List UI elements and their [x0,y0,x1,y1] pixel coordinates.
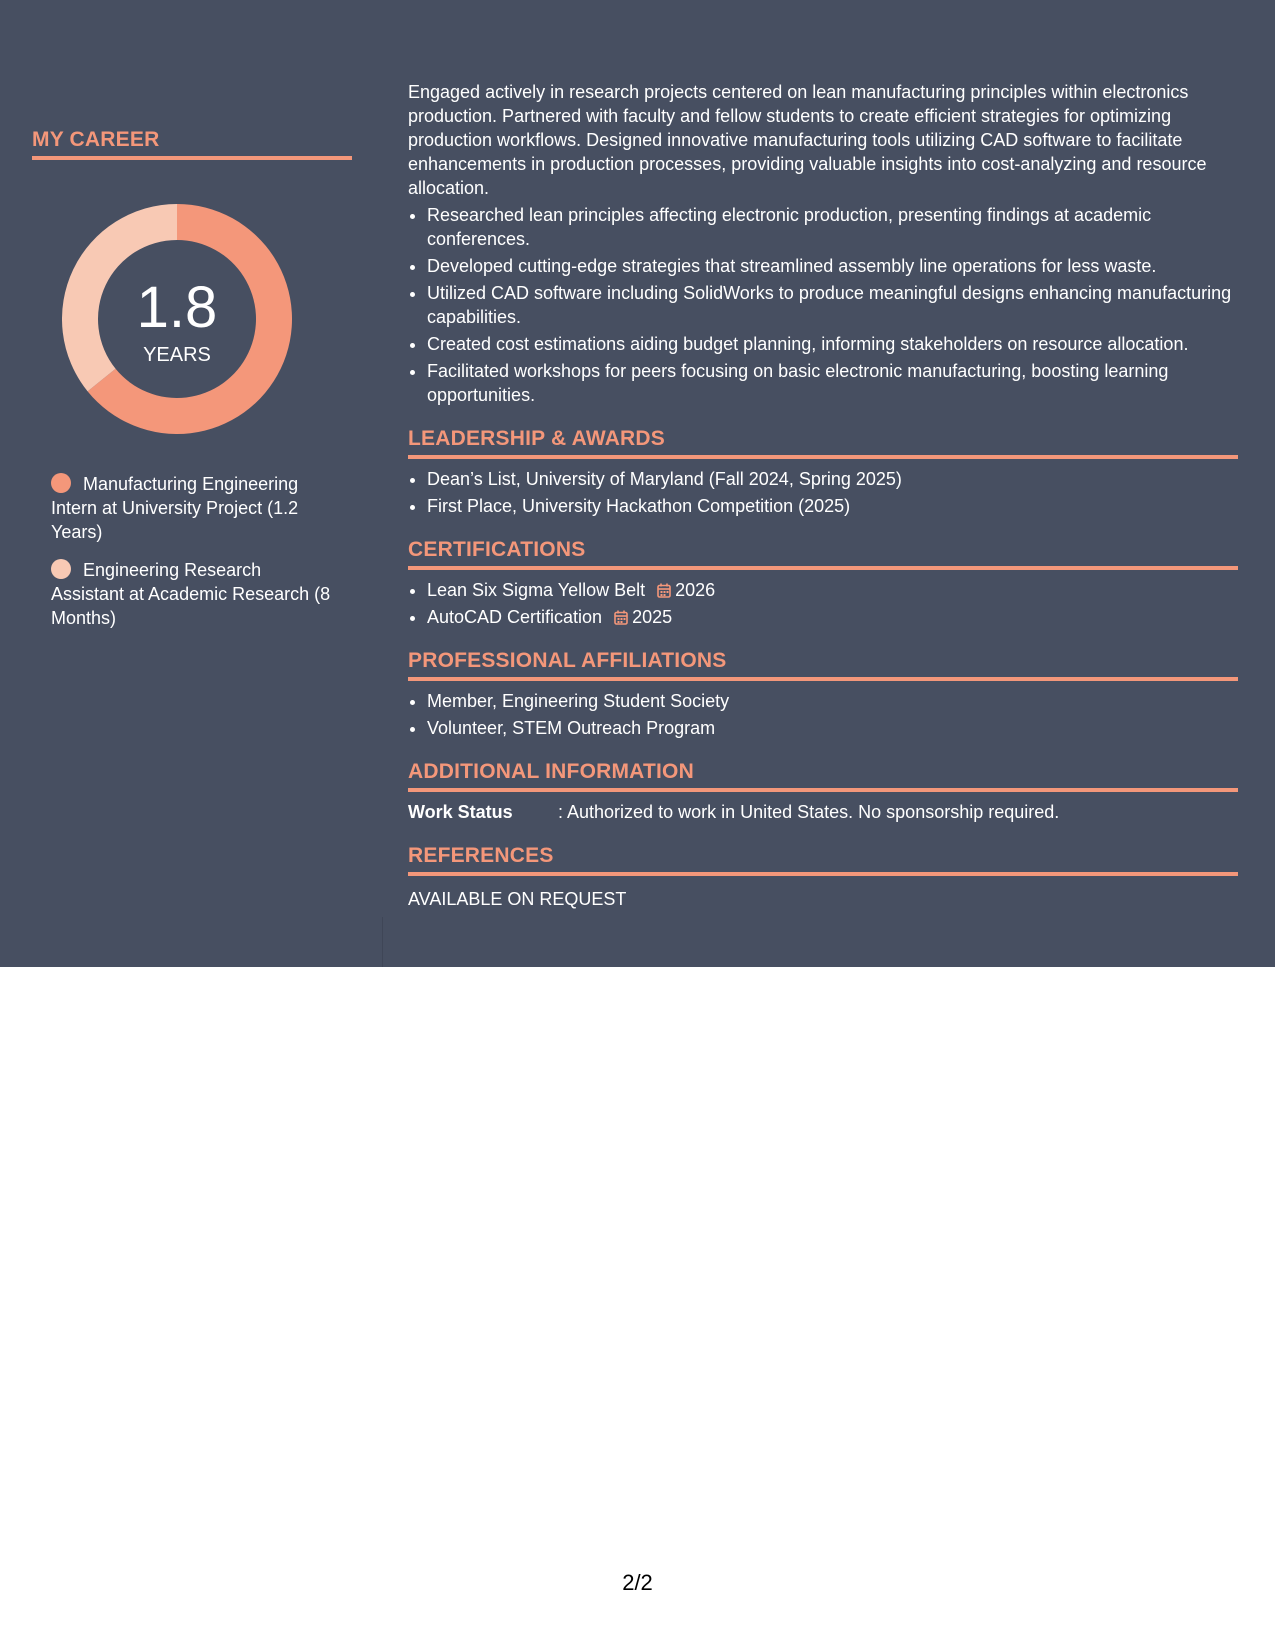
references-text: AVAILABLE ON REQUEST [408,889,627,909]
career-total-value: 1.8 [136,275,218,340]
leadership-item: • Dean’s List, University of Maryland (Fall 2024, Spring 2025) [427,467,1238,491]
affiliations-rule [408,677,1238,681]
legend-label: Manufacturing Engineering Intern at University Project (1.2 Years) [51,474,299,542]
leadership-item: • First Place, University Hackathon Competition (2025) [427,494,1238,518]
certifications-list [408,578,1238,629]
page-number: 2/2 [622,1570,653,1595]
certification-year: 2025 [632,607,673,627]
certification-name: AutoCAD Certification [427,607,603,627]
legend-label: Engineering Research Assistant at Academic Research (8 Months) [51,560,331,628]
experience-summary: Engaged actively in research projects centered on lean manufacturing principles within electronics production. Partnered with faculty and fellow students to create efficient strategies for optimizing production workflows. Designed innovative manufacturing tools utilizing CAD software to facilitate enhancements in production processes, providing valuable insights into cost-analyzing and resource allocation. [408,82,1207,198]
legend-dot-icon [51,559,71,579]
experience-bullet: • Researched lean principles affecting electronic production, presenting findings at academic conferences. [427,203,1238,251]
affiliations-list [408,689,1238,740]
calendar-icon [657,583,671,598]
leadership-list [408,467,1238,518]
experience-bullets [408,203,1238,407]
calendar-icon [614,610,628,625]
certification-item [427,605,1238,629]
career-title: MY CAREER [32,128,160,151]
work-status-value: : Authorized to work in United States. No sponsorship required. [558,802,1060,822]
main-content [408,80,1238,911]
experience-bullet: • Utilized CAD software including SolidWorks to produce meaningful designs enhancing manufacturing capabilities. [427,281,1238,329]
leadership-title: LEADERSHIP & AWARDS [408,427,665,450]
work-status-row [408,800,1238,824]
career-sidebar [32,126,352,644]
affiliation-item: • Volunteer, STEM Outreach Program [427,716,1238,740]
certification-item [427,578,1238,602]
references-section [408,842,1238,911]
affiliations-section [408,647,1238,740]
legend-item-research-assistant [51,558,331,630]
experience-bullet: • Developed cutting-edge strategies that streamlined assembly line operations for less waste. [427,254,1238,278]
legend-dot-icon [51,473,71,493]
legend-item-internship [51,472,331,544]
certifications-title: CERTIFICATIONS [408,538,586,561]
affiliation-item: • Member, Engineering Student Society [427,689,1238,713]
certifications-rule [408,566,1238,570]
references-title: REFERENCES [408,844,554,867]
career-legend [51,472,331,630]
career-title-rule [32,156,352,160]
additional-info-section [408,758,1238,824]
leadership-rule [408,455,1238,459]
certification-year: 2026 [675,580,716,600]
certification-name: Lean Six Sigma Yellow Belt [427,580,646,600]
leadership-section [408,425,1238,518]
experience-bullet: • Created cost estimations aiding budget planning, informing stakeholders on resource allocation. [427,332,1238,356]
career-total-unit: YEARS [143,344,211,366]
career-donut-chart [62,204,292,434]
affiliations-title: PROFESSIONAL AFFILIATIONS [408,649,727,672]
column-divider [382,917,383,967]
experience-bullet: • Facilitated workshops for peers focusing on basic electronic manufacturing, boosting learning opportunities. [427,359,1238,407]
work-status-label: Work Status [408,802,513,822]
additional-info-rule [408,788,1238,792]
certifications-section [408,536,1238,629]
references-rule [408,872,1238,876]
additional-info-title: ADDITIONAL INFORMATION [408,760,694,783]
